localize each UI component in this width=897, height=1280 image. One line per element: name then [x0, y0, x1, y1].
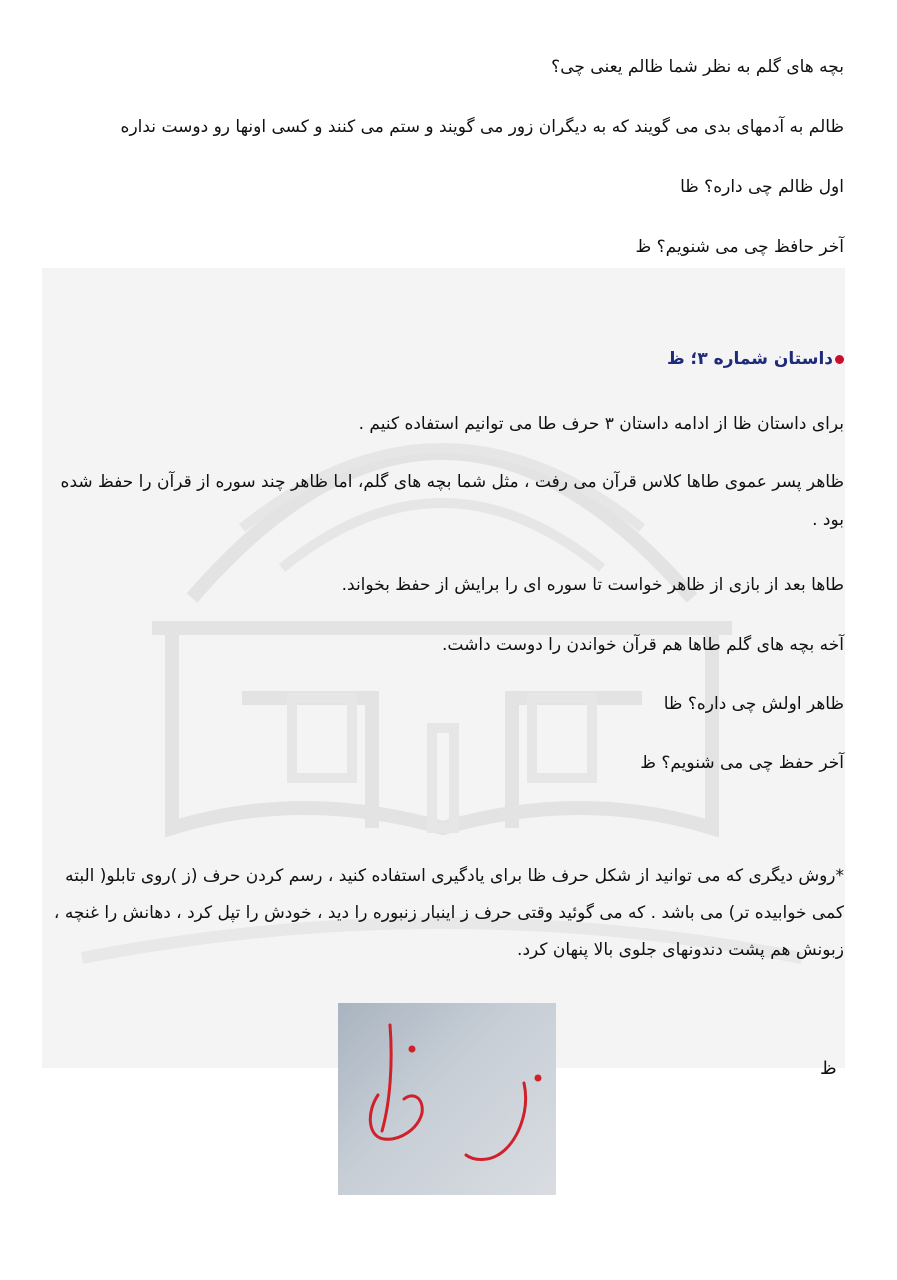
story-question-2: آخر حفظ چی می شنویم؟ ظ: [640, 753, 844, 773]
handwritten-letters-drawing: [338, 1003, 556, 1195]
story-paragraph-2: طاها بعد از بازی از ظاهر خواست تا سوره ای را برایش از حفظ بخواند.: [341, 575, 844, 595]
method-paragraph: *روش دیگری که می توانید از شکل حرف ظا برای یادگیری استفاده کنید ، رسم کردن حرف (ز )روی تابلو( البته کمی خوابیده تر) می باشد . که می گوئید وقتی حرف ز اینبار زنبوره را دید ، خودش را تپل کرد ، دهانش را غنچه ، زبونش هم پشت دندونهای جلوی بالا پنهان کرد.: [53, 866, 844, 960]
story-paragraph-3: آخه بچه های گلم طاها هم قرآن خواندن را دوست داشت.: [442, 635, 844, 655]
story-heading: [667, 340, 844, 378]
bullet-icon: [835, 355, 844, 364]
question-zalem-first-sound: اول ظالم چی داره؟ ظا: [680, 177, 844, 197]
story-intro: برای داستان ظا از ادامه داستان ۳ حرف طا می توانیم استفاده کنیم .: [358, 414, 844, 434]
story-paragraph-1: ظاهر پسر عموی طاها کلاس قرآن می رفت ، مثل شما بچه های گلم، اما ظاهر چند سوره از قرآن را حفظ شده بود .: [60, 472, 844, 530]
side-letter-za: ظ: [820, 1058, 837, 1079]
handwritten-letters-photo: [338, 1003, 556, 1195]
story-question-1: ظاهر اولش چی داره؟ ظا: [663, 694, 844, 714]
story-heading-text: داستان شماره ۳؛ ظ: [666, 349, 833, 369]
question-hafez-last-sound: آخر حافظ چی می شنویم؟ ظ: [635, 237, 844, 257]
answer-zalem-meaning: ظالم به آدمهای بدی می گویند که به دیگران زور می گویند و ستم می کنند و کسی اونها رو دوست نداره: [120, 117, 844, 137]
question-zalem-meaning: بچه های گلم به نظر شما ظالم یعنی چی؟: [551, 57, 844, 77]
